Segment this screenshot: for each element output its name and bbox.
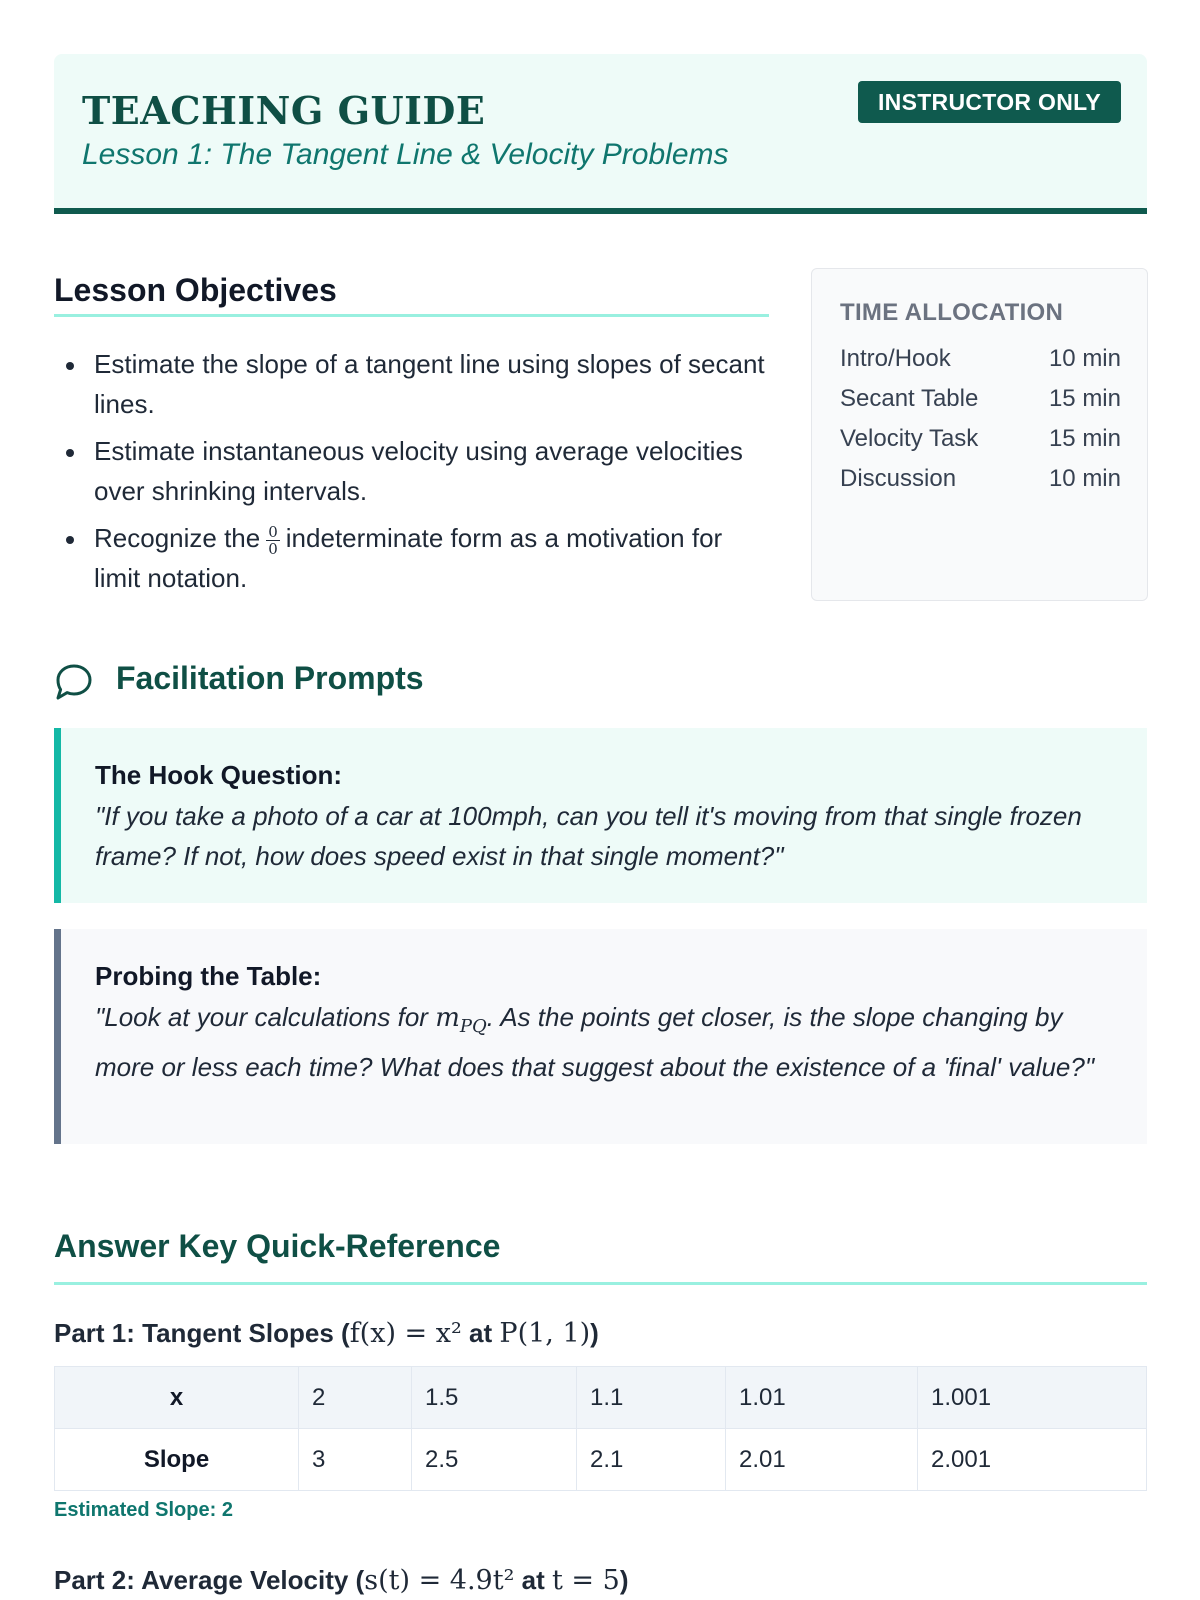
- table-cell: 2.1: [577, 1429, 726, 1491]
- part-title-text: at: [461, 1318, 500, 1348]
- table-row: [55, 1429, 1147, 1491]
- instructor-only-badge: INSTRUCTOR ONLY: [858, 81, 1121, 123]
- table-cell: 1.01: [726, 1367, 918, 1429]
- lesson-subtitle: Lesson 1: The Tangent Line & Velocity Problems: [82, 138, 729, 171]
- hook-question-label: The Hook Question:: [95, 760, 342, 790]
- table-cell: 2: [299, 1367, 412, 1429]
- table-cell: 1.001: [918, 1367, 1147, 1429]
- page-title: TEACHING GUIDE: [82, 88, 486, 133]
- probing-table-label: Probing the Table:: [95, 961, 322, 991]
- slope-variable: m: [435, 1003, 460, 1033]
- time-row-label: Discussion: [840, 465, 957, 492]
- objective-item: Estimate the slope of a tangent line using slopes of secant lines.: [54, 344, 774, 424]
- time-row-value: 10 min: [1048, 465, 1121, 492]
- time-row-label: Intro/Hook: [840, 345, 951, 372]
- fraction-numerator: 0: [268, 522, 278, 541]
- tangent-slopes-table: [54, 1366, 1147, 1491]
- time-row-label: Secant Table: [840, 385, 979, 412]
- time-allocation-title: TIME ALLOCATION: [840, 299, 1064, 326]
- table-cell: 1.5: [412, 1367, 577, 1429]
- objective-text: Recognize the: [94, 523, 261, 553]
- probing-table-quote: [95, 997, 1117, 1087]
- facilitation-heading: Facilitation Prompts: [116, 660, 424, 696]
- objectives-divider: [54, 314, 769, 317]
- part-title-text: Part 1: Tangent Slopes (: [54, 1318, 350, 1348]
- answer-key-divider: [54, 1282, 1147, 1285]
- table-row-header: Slope: [55, 1429, 299, 1491]
- table-cell: 2.01: [726, 1429, 918, 1491]
- function-expression: s(t) = 4.9t²: [364, 1565, 515, 1596]
- objective-item: [54, 518, 774, 598]
- objective-item: Estimate instantaneous velocity using average velocities over shrinking intervals.: [54, 431, 774, 511]
- quote-text: . As the points get closer, is the slope changing by more or less each time? What does that suggest about the existence of a 'final' value?": [95, 1002, 1095, 1083]
- function-expression: f(x) = x²: [349, 1318, 462, 1349]
- part1-title: [54, 1318, 599, 1349]
- hook-question-callout: [54, 728, 1147, 903]
- answer-key-heading: Answer Key Quick-Reference: [54, 1228, 501, 1264]
- time-allocation-panel: [811, 268, 1148, 601]
- estimated-slope: Estimated Slope: 2: [54, 1499, 233, 1521]
- probing-table-callout: [54, 929, 1147, 1144]
- objectives-list: [54, 344, 774, 605]
- part-title-text: at: [514, 1565, 552, 1595]
- objective-text: indeterminate form as a motivation for limit notation.: [94, 523, 723, 593]
- hook-question-quote: "If you take a photo of a car at 100mph, can you tell it's moving from that single frozen frame? If not, how does speed exist in that single moment?": [95, 801, 1082, 871]
- time-row-value: 10 min: [1048, 345, 1121, 372]
- part-title-text: Part 2: Average Velocity (: [54, 1565, 365, 1595]
- zero-over-zero-fraction: [266, 524, 280, 557]
- part-title-text: ): [619, 1565, 629, 1595]
- chat-bubble-icon: [54, 662, 94, 702]
- time-row-value: 15 min: [1048, 425, 1121, 452]
- part2-title: [54, 1565, 628, 1596]
- table-cell: 2.001: [918, 1429, 1147, 1491]
- table-row: [55, 1367, 1147, 1429]
- slope-subscript: PQ: [459, 1016, 487, 1038]
- objectives-heading: Lesson Objectives: [54, 272, 337, 308]
- table-row-header: x: [55, 1367, 299, 1429]
- table-cell: 2.5: [412, 1429, 577, 1491]
- time-expression: t = 5: [551, 1565, 620, 1596]
- time-row-value: 15 min: [1048, 385, 1121, 412]
- point-expression: P(1, 1): [499, 1318, 591, 1349]
- time-row-label: Velocity Task: [840, 425, 979, 452]
- table-cell: 3: [299, 1429, 412, 1491]
- quote-text: "Look at your calculations for: [95, 1002, 436, 1032]
- table-cell: 1.1: [577, 1367, 726, 1429]
- part-title-text: ): [590, 1318, 599, 1348]
- guide-header: [54, 54, 1147, 214]
- fraction-denominator: 0: [268, 539, 278, 558]
